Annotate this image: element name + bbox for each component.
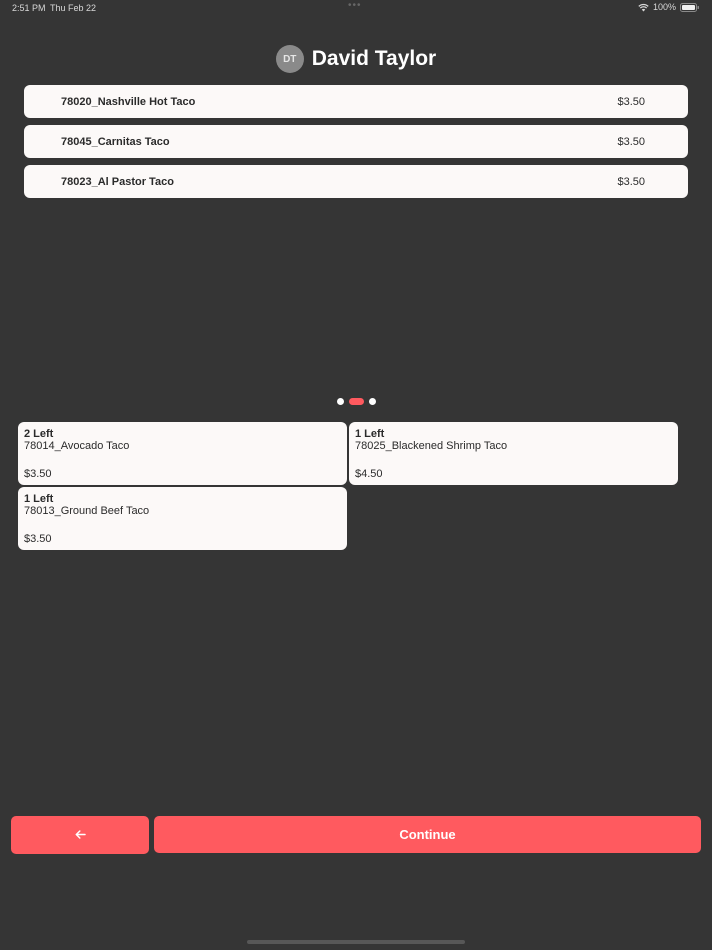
menu-item-card[interactable] bbox=[18, 422, 347, 485]
wifi-icon bbox=[638, 3, 649, 12]
order-item-price: $3.50 bbox=[617, 176, 645, 188]
page-dot[interactable] bbox=[337, 398, 344, 405]
multitasking-dots: ••• bbox=[348, 0, 362, 11]
page-dot-active[interactable] bbox=[349, 398, 364, 405]
stock-label: 1 Left bbox=[355, 428, 385, 440]
status-right bbox=[638, 2, 700, 12]
item-price: $3.50 bbox=[24, 468, 52, 480]
customer-header bbox=[0, 43, 712, 75]
battery-percent: 100% bbox=[652, 2, 676, 12]
stock-label: 2 Left bbox=[24, 428, 54, 440]
status-bar bbox=[0, 0, 712, 18]
order-item-name: 78023_Al Pastor Taco bbox=[61, 176, 174, 188]
home-indicator bbox=[247, 940, 465, 944]
customer-name: David Taylor bbox=[311, 47, 437, 70]
item-name: 78013_Ground Beef Taco bbox=[24, 505, 150, 517]
stock-label: 1 Left bbox=[24, 493, 54, 505]
order-list bbox=[24, 85, 688, 205]
item-price: $3.50 bbox=[24, 533, 52, 545]
arrow-left-icon bbox=[75, 826, 86, 844]
order-item-price: $3.50 bbox=[617, 136, 645, 148]
order-item-name: 78045_Carnitas Taco bbox=[61, 136, 170, 148]
item-name: 78025_Blackened Shrimp Taco bbox=[355, 440, 508, 452]
order-row[interactable] bbox=[24, 85, 688, 118]
menu-item-card[interactable] bbox=[18, 487, 347, 550]
order-row[interactable] bbox=[24, 125, 688, 158]
item-name: 78014_Avocado Taco bbox=[24, 440, 130, 452]
order-item-price: $3.50 bbox=[617, 96, 645, 108]
order-item-name: 78020_Nashville Hot Taco bbox=[61, 96, 196, 108]
battery-icon bbox=[680, 3, 700, 12]
continue-button[interactable]: Continue bbox=[154, 816, 701, 853]
order-row[interactable] bbox=[24, 165, 688, 198]
menu-item-card[interactable] bbox=[349, 422, 678, 485]
page-dot[interactable] bbox=[369, 398, 376, 405]
item-price: $4.50 bbox=[355, 468, 383, 480]
status-date: Thu Feb 22 bbox=[50, 3, 97, 13]
page-indicator[interactable] bbox=[0, 396, 712, 406]
status-time: 2:51 PM bbox=[12, 3, 46, 13]
avatar: DT bbox=[276, 45, 304, 73]
back-button[interactable] bbox=[11, 816, 149, 854]
